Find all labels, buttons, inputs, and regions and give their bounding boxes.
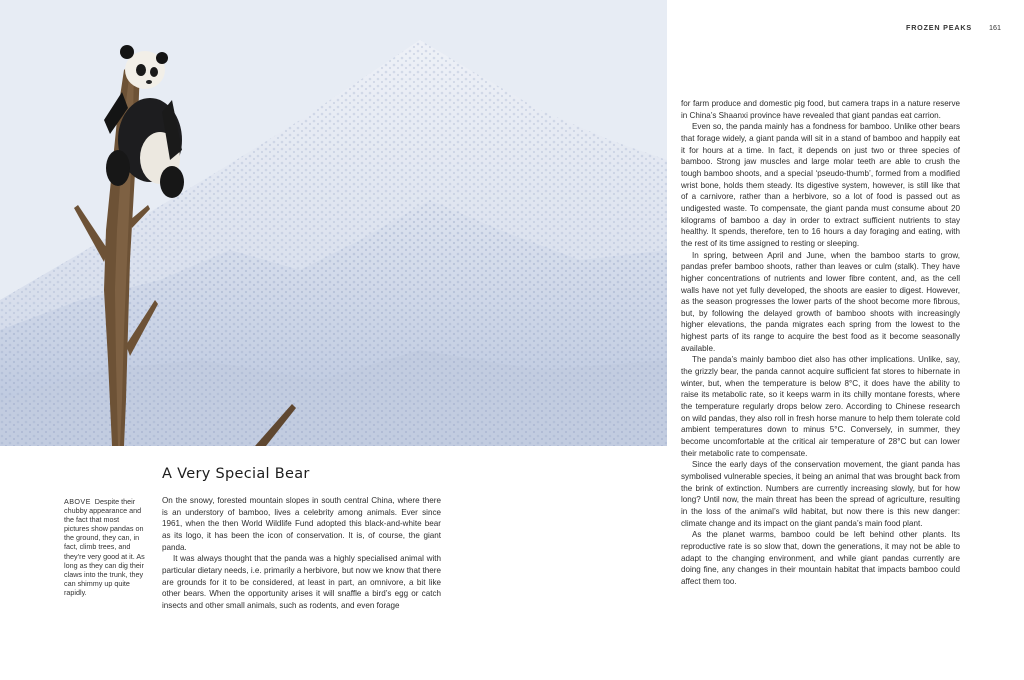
running-head: FROZEN PEAKS xyxy=(906,23,972,32)
right-paragraph: The panda’s mainly bamboo diet also has other implications. Unlike, say, the grizzly bear, the panda cannot acquire sufficient fat stores to hibernate in winter, but, when the temperature is below 8°C, it does have the ability to raise its metabolic rate, so it keeps warm in its chilly montane forests, where the temperature regularly drops below zero. According to Chinese research on wild pandas, they also roll in fresh horse manure to help them tolerate cold ambient temperatures down to minus 5°C. Conversely, in summer, they become uncomfortable at the critical air temperature of 28°C but can lower their metabolic rate to compensate. xyxy=(681,355,960,458)
left-column-text xyxy=(162,495,441,612)
right-column-text xyxy=(681,98,960,588)
left-paragraph: It was always thought that the panda was a highly specialised animal with particular dietary needs, i.e. primarily a herbivore, but now we know that there are grounds for it to be considered, at least in part, an omnivore, a bit like other bears. When the opportunity arises it will snaffle a bird’s egg or catch insects and other small animals, such as rodents, and even forage xyxy=(162,554,441,610)
right-paragraph: In spring, between April and June, when the bamboo starts to grow, pandas prefer bamboo shoots, rather than leaves or culm (stalk). They have higher concentrations of nutrients and lower fibre content, and, as the cell walls have not yet fully developed, the shoots are easier to digest. However, as the season progresses the lower parts of the shoot become more fibrous, but, by following the delayed growth of bamboo shoots with increasingly higher elevations, the panda migrates each spring from the lowest to the highest parts of its range to acquire the best food as it become seasonally available. xyxy=(681,250,960,353)
right-paragraph: Since the early days of the conservation movement, the giant panda has symbolised vulnerable species, it being an animal that was brought back from the brink of extinction. Numbers are currently increasing slowly, but for how long? Until now, the main threat has been the spread of agriculture, resulting in the loss of the animal’s wild habitat, but now there is this new danger: climate change and its impact on the giant panda’s main food plant. xyxy=(681,460,960,528)
photo-caption xyxy=(64,497,146,597)
caption-lead: ABOVE xyxy=(64,497,91,506)
right-paragraph: Even so, the panda mainly has a fondness for bamboo. Unlike other bears that forage widely, a giant panda will sit in a stand of bamboo and happily eat it for hours at a time. In fact, it depends on just two or three species of bamboo. Strong jaw muscles and large molar teeth are able to crush the tough bamboo shoots, and a special ‘pseudo-thumb’, formed from a modified wrist bone, holds them steady. Its digestive system, however, is still like that of a carnivore, rather than a herbivore, so a lot of food is passed out as undigested waste. To compensate, the giant panda must consume about 20 kilograms of bamboo a day in order to extract sufficient nutrients to stay healthy. It spends, therefore, ten to 16 hours a day foraging and eating, with the rest of its time assigned to resting or sleeping. xyxy=(681,122,960,248)
panda-on-tree-illustration xyxy=(0,0,667,446)
panda-photo xyxy=(0,0,667,446)
right-paragraph: As the planet warms, bamboo could be left behind other plants. Its reproductive rate is so slow that, down the generations, it may not be able to adapt to the changing environment, and while giant pandas currently are doing fine, any changes in their mountain habitat that impacts bamboo could affect them too. xyxy=(681,530,960,586)
page-number: 161 xyxy=(989,23,1001,32)
right-paragraph: for farm produce and domestic pig food, but camera traps in a nature reserve in China’s Shaanxi province have revealed that giant pandas eat carrion. xyxy=(681,99,960,120)
left-paragraph: On the snowy, forested mountain slopes in south central China, where there is an understory of bamboo, lives a celebrity among animals. Ever since 1961, when the then World Wildlife Fund adopted this black-and-white bear as its logo, it has been the icon of conservation. It is, of course, the giant panda. xyxy=(162,496,441,552)
caption-text: Despite their chubby appearance and the fact that most pictures show pandas on the ground, they can, in fact, climb trees, and they’re very good at it. As long as they can dig their claws into the trunk, they can shimmy up quite rapidly. xyxy=(64,497,145,597)
section-heading: A Very Special Bear xyxy=(162,466,310,482)
